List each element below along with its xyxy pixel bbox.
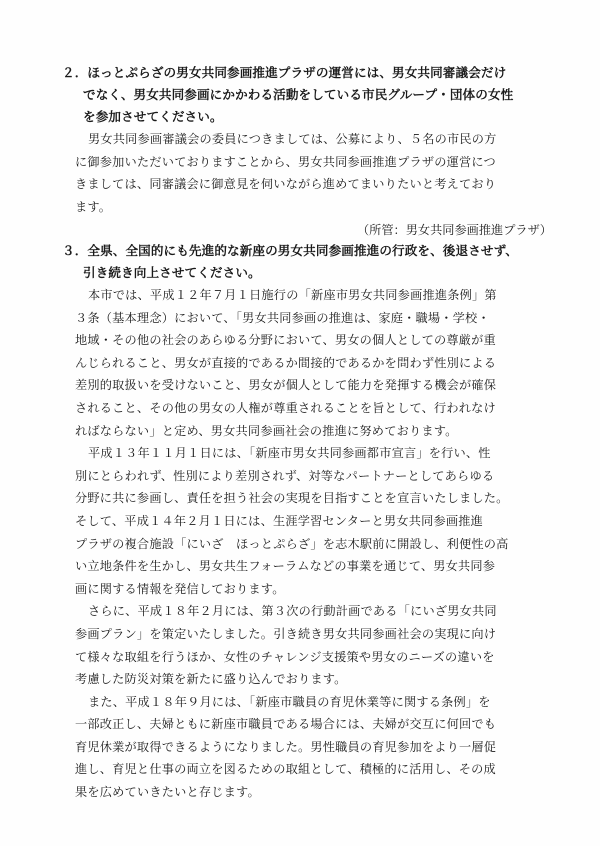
- answer-line: 一部改正し、夫婦ともに新座市職員である場合には、夫婦が交互に何回でも: [75, 717, 497, 732]
- request-heading-line: ２．ほっとぷらざの男女共同参画推進プラザの運営には、男女共同審議会だけ: [62, 65, 507, 80]
- answer-line: ３条（基本理念）において、「男女共同参画の推進は、家庭・職場・学校・: [75, 310, 490, 325]
- answer-line: 平成１３年１１月１日には、「新座市男女共同参画都市宣言」を行い、性: [88, 446, 491, 461]
- answer-line: 果を広めていきたいと存じます。: [75, 785, 260, 800]
- answer-line: ればならない」と定め、男女共同参画社会の推進に努めております。: [75, 423, 458, 438]
- answer-line: 男女共同参画審議会の委員につきましては、公募により、５名の市民の方: [88, 132, 497, 146]
- answer-line: んじられること、男女が直接的であるか間接的であるかを問わず性別による: [75, 355, 497, 370]
- request-heading-line: 引き続き向上させてください。: [83, 265, 261, 280]
- answer-line: ます。: [75, 199, 112, 214]
- answer-line: 画に関する情報を発信しております。: [75, 581, 285, 596]
- answer-line: に御参加いただいておりますことから、男女共同参画推進プラザの運営につ: [75, 154, 496, 169]
- request-heading-line: ３．全県、全国的にも先進的な新座の男女共同参画推進の行政を、後退させず、: [62, 243, 518, 258]
- answer-line: プラザの複合施設「にいざ ほっとぷらざ」を志木駅前に開設し、利便性の高: [75, 536, 509, 551]
- answer-line: い立地条件を生かし、男女共生フォーラムなどの事業を通じて、男女共同参: [75, 559, 496, 574]
- answer-line: て様々な取組を行うほか、女性のチャレンジ支援策や男女のニーズの違いを: [75, 649, 495, 664]
- answer-line: 本市では、平成１２年７月１日施行の「新座市男女共同参画推進条例」第: [88, 288, 497, 302]
- answer-line: 別にとらわれず、性別により差別されず、対等なパートナーとしてあらゆる: [75, 468, 495, 483]
- answer-line: また、平成１８年９月には、「新座市職員の育児休業等に関する条例」を: [88, 694, 491, 709]
- answer-line: 考慮した防災対策を新たに盛り込んでおります。: [75, 672, 347, 687]
- answer-line: 育児休業が取得できるようになりました。男性職員の育児参加をより一層促: [75, 739, 497, 754]
- answer-line: 進し、育児と仕事の両立を図るための取組として、積極的に活用し、その成: [75, 762, 496, 777]
- department-note: （所管：男女共同参画推進プラザ）: [357, 223, 552, 238]
- answer-line: 参画プラン」を策定いたしました。引き続き男女共同参画社会の実現に向け: [75, 626, 497, 641]
- request-heading-line: でなく、男女共同参画にかかわる活動をしている市民グループ・団体の女性: [83, 87, 514, 102]
- answer-line: 地域・その他の社会のあらゆる分野において、男女の個人としての尊厳が重: [75, 333, 496, 348]
- request-section-2: [62, 62, 552, 242]
- answer-line: 差別的取扱いを受けないこと、男女が個人として能力を発揮する機会が確保: [75, 378, 497, 393]
- answer-line: されること、その他の男女の人権が尊重されることを旨として、行われなけ: [75, 400, 496, 415]
- answer-line: きましては、同審議会に御意見を伺いながら進めてまいりたいと考えており: [75, 177, 497, 192]
- answer-line: そして、平成１４年２月１日には、生涯学習センターと男女共同参画推進: [75, 513, 484, 528]
- request-heading-line: を参加させてください。: [83, 109, 223, 124]
- request-section-3: [62, 240, 552, 804]
- answer-line: 分野に共に参画し、責任を担う社会の実現を目指すことを宣言いたしました。: [75, 491, 509, 506]
- answer-line: さらに、平成１８年２月には、第３次の行動計画である「にいざ男女共同: [88, 604, 497, 619]
